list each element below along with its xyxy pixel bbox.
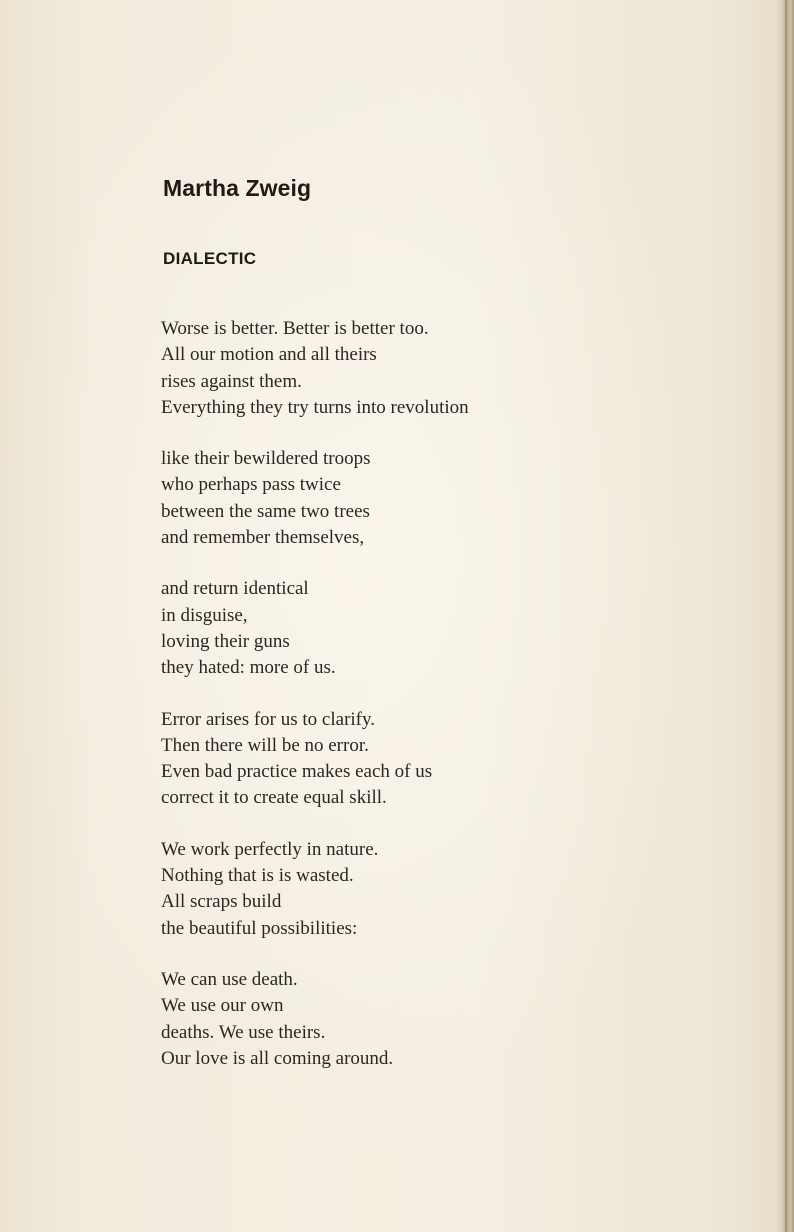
poem-line: Nothing that is is wasted. [161, 865, 354, 887]
poem-line: We use our own [161, 995, 284, 1017]
stanza [161, 967, 721, 1072]
poem-line: All scraps build [161, 891, 282, 913]
poem-line: We work perfectly in nature. [161, 838, 379, 860]
poem-line: who perhaps pass twice [161, 474, 341, 496]
poem-line: they hated: more of us. [161, 657, 336, 679]
stanza [161, 707, 721, 812]
author-name: Martha Zweig [163, 175, 312, 201]
poem-line: the beautiful possibilities: [161, 917, 358, 939]
poem-line: loving their guns [161, 630, 290, 652]
poem-body [161, 316, 721, 1097]
stanza [161, 837, 721, 942]
poem-line: and return identical [161, 578, 309, 600]
poem-line: Our love is all coming around. [161, 1047, 394, 1069]
poem-line: Even bad practice makes each of us [161, 761, 433, 783]
book-spine [776, 0, 794, 1232]
poem-line: between the same two trees [161, 500, 370, 522]
poem-title: DIALECTIC [163, 249, 257, 268]
poem-line: All our motion and all theirs [161, 344, 377, 366]
poem-line: Everything they try turns into revolution [161, 396, 469, 418]
stanza [161, 576, 721, 681]
poem-line: Then there will be no error. [161, 734, 369, 756]
poem-line: correct it to create equal skill. [161, 787, 387, 809]
poem-line: We can use death. [161, 968, 298, 990]
poem-line: Error arises for us to clarify. [161, 708, 376, 730]
poem-line: Worse is better. Better is better too. [161, 318, 429, 339]
stanza [161, 316, 721, 421]
poem-line: like their bewildered troops [161, 448, 371, 470]
stanza [161, 446, 721, 551]
poem-line: and remember themselves, [161, 527, 365, 549]
poem-line: deaths. We use theirs. [161, 1021, 326, 1043]
poem-line: in disguise, [161, 604, 248, 626]
poem-line: rises against them. [161, 370, 302, 392]
